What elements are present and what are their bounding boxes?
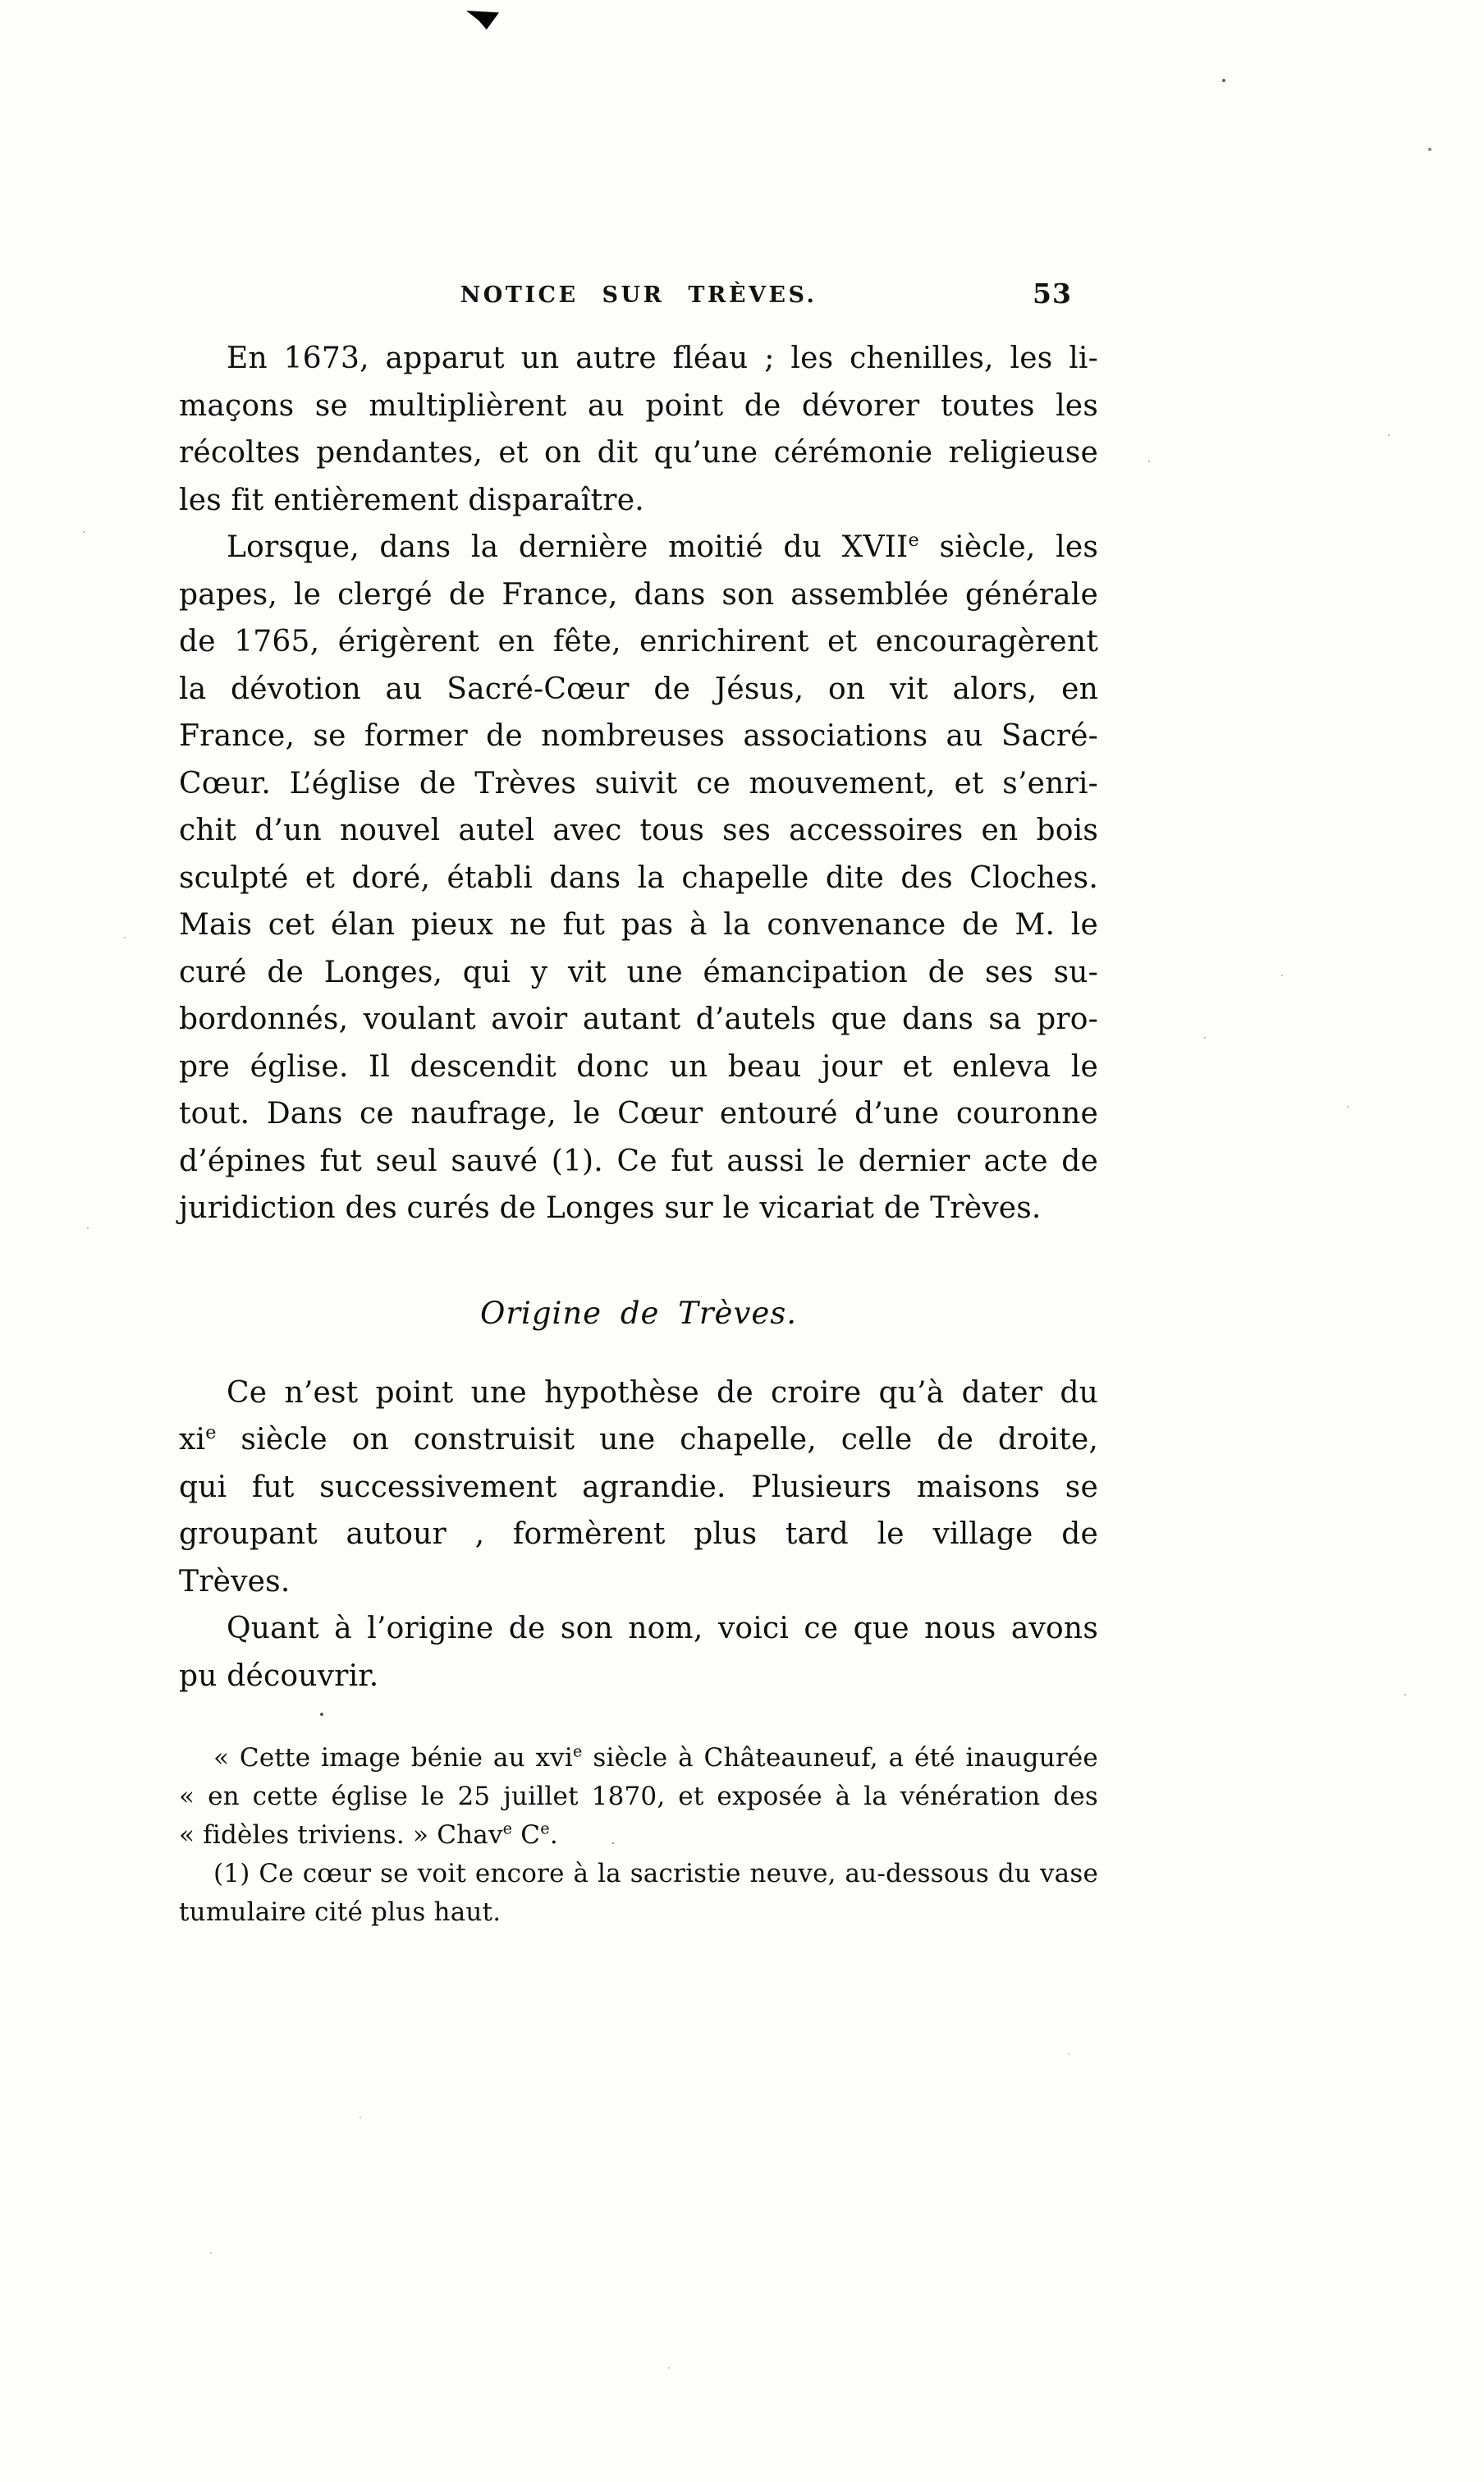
ink-blot-mark — [466, 11, 499, 30]
text-line: groupant autour , formèrent plus tard le village de — [179, 1517, 1098, 1551]
text-line: (1) Ce cœur se voit encore à la sacristie neuve, au-dessous du vase — [213, 1859, 1098, 1888]
text-line: les fit entièrement disparaître. — [179, 483, 644, 517]
text-line: pre église. Il descendit donc un beau jour et enleva le — [179, 1049, 1098, 1084]
text-line: juridiction des curés de Longes sur le vicariat de Trèves. — [179, 1191, 1042, 1225]
text-line: tout. Dans ce naufrage, le Cœur entouré d’une couronne — [179, 1097, 1098, 1131]
text-line: maçons se multiplièrent au point de dévorer toutes les — [179, 388, 1098, 423]
text-line: sculpté et doré, établi dans la chapelle dite des Cloches. — [179, 860, 1098, 895]
text-line: « en cette église le 25 juillet 1870, et exposée à la vénération des — [179, 1782, 1098, 1811]
text-line: tumulaire cité plus haut. — [179, 1897, 502, 1927]
text-line: bordonnés, voulant avoir autant d’autels que dans sa pro- — [179, 1002, 1098, 1036]
text-line: Mais cet élan pieux ne fut pas à la convenance de M. le — [179, 908, 1098, 942]
text-line: de 1765, érigèrent en fête, enrichirent et encouragèrent — [179, 625, 1098, 658]
text-line: qui fut successivement agrandie. Plusieurs maisons se — [179, 1470, 1098, 1504]
text-line: Lorsque, dans la dernière moitié du XVIIe siècle, les — [227, 530, 1099, 564]
text-line: d’épines fut seul sauvé (1). Ce fut aussi le dernier acte de — [179, 1144, 1098, 1178]
text-line: « fidèles triviens. » Chav$^e$ Ce. — [179, 1819, 558, 1850]
page-number: 53 — [1033, 278, 1072, 310]
text-line: Quant à l’origine de son nom, voici ce que nous avons — [227, 1612, 1098, 1645]
text-line: récoltes pendantes, et on dit qu’une cérémonie religieuse — [179, 436, 1098, 470]
text-line: Cœur. L’église de Trèves suivit ce mouvement, et s’enri- — [179, 766, 1098, 801]
text-line: pu découvrir. — [179, 1658, 379, 1693]
text-line: Ce n’est point une hypothèse de croire qu’à dater du — [227, 1375, 1098, 1410]
scan-speckles — [0, 0, 3, 3]
text-line: Trèves. — [179, 1564, 291, 1599]
text-line: chit d’un nouvel autel avec tous ses accessoires en bois — [179, 814, 1098, 847]
running-header: NOTICE SUR TRÈVES. — [460, 282, 818, 308]
text-block — [179, 335, 1098, 1932]
footnotes — [179, 1739, 1098, 1932]
text-line: En 1673, apparut un autre fléau ; les chenilles, les li- — [227, 342, 1098, 375]
text-line: papes, le clergé de France, dans son assemblée générale — [179, 577, 1098, 612]
text-line: curé de Longes, qui y vit une émancipation de ses su- — [179, 955, 1098, 989]
text-line: $xi^e$ siècle on construisit une chapelle, celle de droite, — [179, 1422, 1098, 1457]
section-heading: Origine de Trèves. — [479, 1295, 797, 1331]
text-line: France, se former de nombreuses associations au Sacré- — [179, 719, 1098, 753]
text-line: « Cette image bénie au xvi$^e$ siècle à Châteauneuf, a été inaugurée — [213, 1741, 1098, 1773]
text-line: la dévotion au Sacré-Cœur de Jésus, on vit alors, en — [179, 672, 1098, 706]
